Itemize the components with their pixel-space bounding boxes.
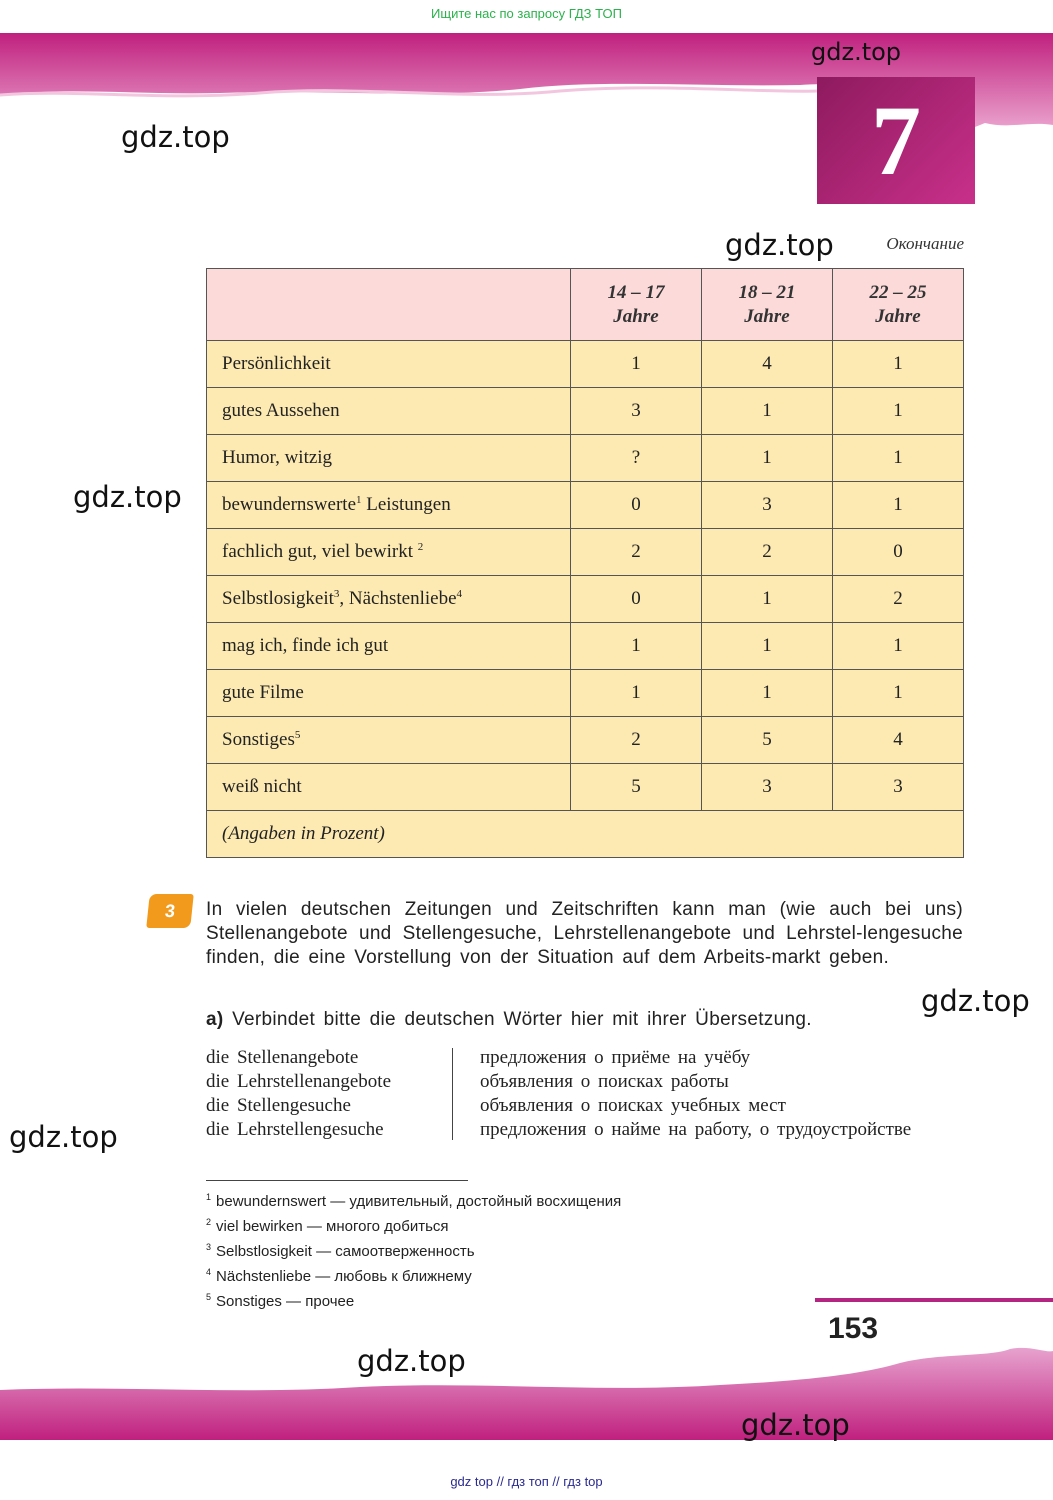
russian-translations <box>480 1046 911 1142</box>
row-label: Humor, witzig <box>207 435 571 482</box>
row-value: 3 <box>702 482 833 529</box>
row-value: 1 <box>833 623 964 670</box>
footnotes <box>206 1187 621 1312</box>
table-row <box>207 341 964 388</box>
row-label: gute Filme <box>207 670 571 717</box>
row-value: 1 <box>833 482 964 529</box>
footnote-ref: 4 <box>456 588 463 600</box>
task-letter: a) <box>206 1009 224 1030</box>
page-number: 153 <box>828 1312 879 1345</box>
table-row <box>207 623 964 670</box>
table-row <box>207 576 964 623</box>
footnote: $^3$ Selbstlosigkeit — самоотверженность <box>206 1242 475 1260</box>
watermark: gdz.top <box>741 1408 850 1442</box>
row-value: 4 <box>702 341 833 388</box>
row-value: ? <box>571 435 702 482</box>
table-row <box>207 482 964 529</box>
row-value: 1 <box>833 435 964 482</box>
german-word: die Lehrstellenangebote <box>206 1071 392 1092</box>
german-word: die Stellengesuche <box>206 1095 351 1116</box>
footnote-ref: 1 <box>356 494 362 506</box>
continuation-label: Окончание <box>886 234 964 253</box>
row-value: 2 <box>833 576 964 623</box>
watermark: gdz.top <box>121 120 230 154</box>
footnote: $^1$ bewundernswert — удивительный, достойный восхищения <box>206 1192 622 1210</box>
row-label: mag ich, finde ich gut <box>207 623 571 670</box>
exercise-text: In vielen deutschen Zeitungen und Zeitschriften kann man (wie auch bei uns) Stellenangebote und Stellengesuche, Lehrstellenangebote und Lehrstel-lengesuche finden, die eine Vorstellung von der Situation auf dem Arbeits-markt geben. <box>206 899 963 968</box>
row-value: 0 <box>571 576 702 623</box>
table-footer: (Angaben in Prozent) <box>207 811 964 858</box>
row-label: Sonstiges$^5$ <box>207 717 571 764</box>
row-value: 0 <box>833 529 964 576</box>
german-words <box>206 1046 391 1142</box>
column-divider <box>452 1048 453 1140</box>
watermark: gdz.top <box>725 228 834 262</box>
row-value: 1 <box>702 670 833 717</box>
german-word: die Lehrstellengesuche <box>206 1119 384 1140</box>
row-label: bewundernswerte$^1$ Leistungen <box>207 482 571 529</box>
german-word: die Stellenangebote <box>206 1047 359 1068</box>
footer-band <box>0 1345 1053 1450</box>
translation: предложения о приёме на учёбу <box>480 1047 751 1068</box>
table-row <box>207 717 964 764</box>
row-value: 4 <box>833 717 964 764</box>
top-note[interactable]: Ищите нас по запросу ГДЗ ТОП <box>431 6 622 21</box>
watermark: gdz.top <box>9 1120 118 1154</box>
table-header-row <box>207 269 964 341</box>
watermark: gdz.top <box>811 38 902 66</box>
footnote: $^5$ Sonstiges — прочее <box>206 1292 355 1310</box>
row-value: 1 <box>702 576 833 623</box>
header-age-2: 18 – 21 Jahre <box>702 269 833 341</box>
table-row <box>207 388 964 435</box>
table-row <box>207 670 964 717</box>
row-value: 0 <box>571 482 702 529</box>
row-label: fachlich gut, viel bewirkt $^2$ <box>207 529 571 576</box>
row-value: 5 <box>571 764 702 811</box>
exercise-number: 3 <box>163 900 177 921</box>
row-value: 2 <box>571 717 702 764</box>
translation: предложения о найме на работу, о трудоустройстве <box>480 1119 912 1140</box>
page-number-rule <box>815 1298 1053 1302</box>
row-value: 1 <box>571 670 702 717</box>
row-label: gutes Aussehen <box>207 388 571 435</box>
row-value: 1 <box>833 388 964 435</box>
watermark: gdz.top <box>73 480 182 514</box>
row-value: 1 <box>702 623 833 670</box>
translation: объявления о поисках работы <box>480 1071 729 1092</box>
translation: объявления о поисках учебных мест <box>480 1095 786 1116</box>
row-value: 1 <box>571 623 702 670</box>
footnote-ref: 5 <box>294 729 301 741</box>
footnote-divider <box>206 1180 468 1181</box>
row-value: 2 <box>571 529 702 576</box>
row-value: 1 <box>571 341 702 388</box>
footnote-ref: 3 <box>333 588 340 600</box>
watermark: gdz.top <box>921 984 1030 1018</box>
footnote: $^2$ viel bewirken — многого добиться <box>206 1217 449 1235</box>
row-value: 3 <box>833 764 964 811</box>
row-value: 1 <box>702 388 833 435</box>
row-label: Selbstlosigkeit$^3$, Nächstenliebe$^4$ <box>207 576 571 623</box>
exercise-number-badge <box>146 894 194 928</box>
task-text: Verbindet bitte die deutschen Wörter hier mit ihrer Übersetzung. <box>232 1009 812 1030</box>
row-label: Persönlichkeit <box>207 341 571 388</box>
row-value: 5 <box>702 717 833 764</box>
header-empty <box>207 269 571 341</box>
header-age-3: 22 – 25 Jahre <box>833 269 964 341</box>
row-value: 3 <box>702 764 833 811</box>
table-row <box>207 764 964 811</box>
header-age-1: 14 – 17 Jahre <box>571 269 702 341</box>
row-value: 1 <box>702 435 833 482</box>
chapter-number: 7 <box>871 84 921 196</box>
task-a <box>206 1009 906 1031</box>
table-row <box>207 435 964 482</box>
bottom-note[interactable]: gdz top // гдз топ // гдз top <box>450 1474 603 1489</box>
row-value: 3 <box>571 388 702 435</box>
row-value: 1 <box>833 341 964 388</box>
row-value: 1 <box>833 670 964 717</box>
table-row <box>207 529 964 576</box>
row-label: weiß nicht <box>207 764 571 811</box>
survey-table <box>206 268 964 858</box>
watermark: gdz.top <box>357 1344 466 1378</box>
table-footer-row <box>207 811 964 858</box>
footnote-ref: 2 <box>417 541 424 553</box>
row-value: 2 <box>702 529 833 576</box>
footnote: $^4$ Nächstenliebe — любовь к ближнему <box>206 1267 472 1285</box>
chapter-badge <box>817 77 975 204</box>
